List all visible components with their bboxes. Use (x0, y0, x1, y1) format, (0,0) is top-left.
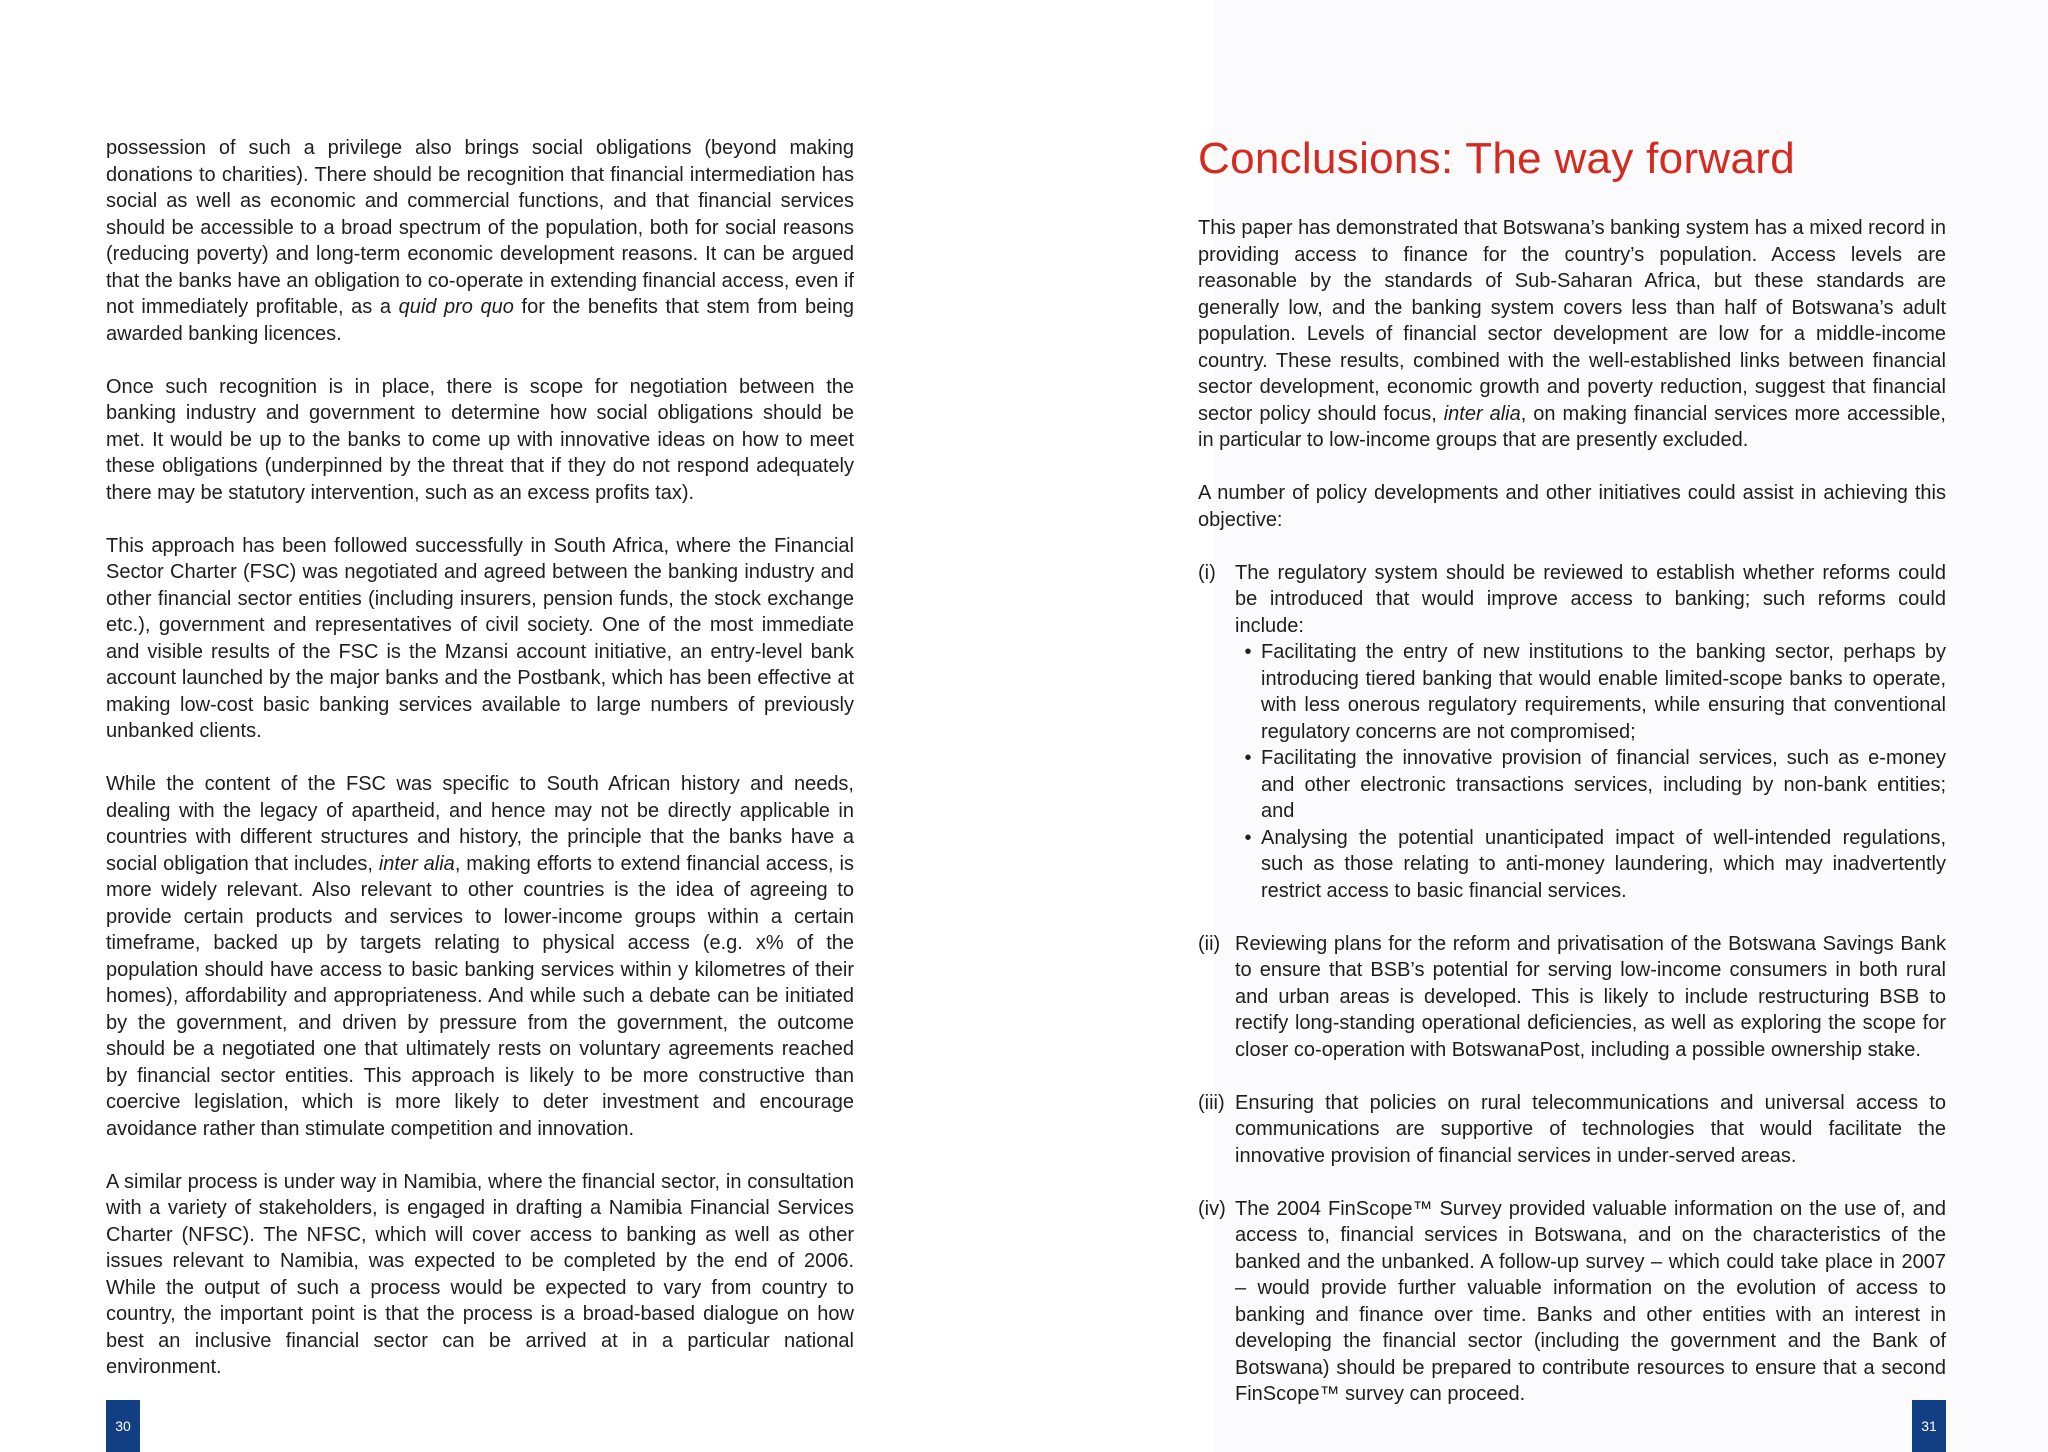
policy-item-body (1235, 560, 1946, 905)
bullet-text: Facilitating the entry of new institutions to the banking sector, perhaps by introducing tiered banking that would enable limited-scope banks to operate, with less onerous regulatory requirements, while ensuring that conventional regulatory concerns are not compromised; (1261, 641, 1946, 743)
bullet-list (1235, 639, 1946, 904)
bullet-dot-icon: • (1244, 641, 1252, 663)
bullet-dot-icon: • (1244, 826, 1252, 849)
policy-item (1198, 1090, 1946, 1170)
right-column (1198, 135, 1946, 1408)
paragraph-fsc-content: While the content of the FSC was specific to South African history and needs, dealing with the legacy of apartheid, and hence may not be directly applicable in countries with different structures and history, the principle that the banks have a social obligation that includes, inter alia, making efforts to extend financial access, is more widely relevant. Also relevant to other countries is the idea of agreeing to provide certain products and services to lower-income groups within a certain timeframe, backed up by targets relating to physical access (e.g. x% of the population should have access to basic banking services within y kilometres of their homes), affordability and appropriateness. And while such a debate can be initiated by the government, and driven by pressure from the government, the outcome should be a negotiated one that ultimately rests on voluntary agreements reached by financial sector entities. This approach is likely to be more constructive than coercive legislation, which is more likely to deter investment and encourage avoidance rather than stimulate competition and innovation. (106, 773, 854, 1140)
policy-item-number: (iv) (1198, 1197, 1226, 1220)
paragraph-recognition: Once such recognition is in place, there is scope for negotiation between the banking industry and government to determine how social obligations should be met. It would be up to the banks to come up with innovative ideas on how to meet these obligations (underpinned by the threat that if they do not respond adequately there may be statutory intervention, such as an excess profits tax). (106, 375, 854, 504)
bullet-dot-icon: • (1244, 747, 1252, 769)
bullet-text: Analysing the potential unanticipated impact of well-intended regulations, such as those relating to anti-money laundering, which may inadvertently restrict access to basic financial services. (1261, 826, 1946, 902)
policy-item-text: The 2004 FinScope™ Survey provided valuable information on the use of, and access to, financial services in Botswana, and on the characteristics of the banked and the unbanked. A follow-up survey – which could take place in 2007 – would provide further valuable information on the evolution of access to banking and finance over time. Banks and other entities with an interest in developing the financial sector (including the government and the Bank of Botswana) should be prepared to contribute resources to ensure that a second FinScope™ survey can proceed. (1235, 1197, 1946, 1405)
page-number-right: 31 (1912, 1400, 1946, 1452)
policy-list (1198, 560, 1946, 1408)
policy-item (1198, 931, 1946, 1064)
bullet-text: Facilitating the innovative provision of financial services, such as e-money and other electronic transactions services, including by non-bank entities; and (1261, 747, 1946, 822)
policy-item-text: Reviewing plans for the reform and privatisation of the Botswana Savings Bank to ensure that BSB’s potential for serving low-income consumers in both rural and urban areas is developed. This is likely to include restructuring BSB to rectify long-standing operational deficiencies, as well as exploring the scope for closer co-operation with BotswanaPost, including a possible ownership stake. (1235, 932, 1946, 1061)
policy-item-number: (iii) (1198, 1091, 1225, 1114)
left-column (106, 135, 854, 1381)
policy-item-number: (ii) (1198, 932, 1221, 955)
bullet-item (1235, 745, 1946, 825)
paragraph-south-africa: This approach has been followed successfully in South Africa, where the Financial Sector Charter (FSC) was negotiated and agreed between the banking industry and other financial sector entities (including insurers, pension funds, the stock exchange etc.), government and representatives of civil society. One of the most immediate and visible results of the FSC is the Mzansi account initiative, an entry-level bank account launched by the major banks and the Postbank, which has been effective at making low-cost basic banking services available to large numbers of previously unbanked clients. (106, 534, 854, 742)
policy-item-text: The regulatory system should be reviewed to establish whether reforms could be introduced that would improve access to banking; such reforms could include: (1235, 561, 1946, 637)
lead-paragraph: A number of policy developments and other initiatives could assist in achieving this objective: (1198, 482, 1946, 531)
page-number-left: 30 (106, 1400, 140, 1452)
bullet-item (1235, 825, 1946, 905)
intro-paragraph: This paper has demonstrated that Botswana’s banking system has a mixed record in providing access to finance for the country’s population. Access levels are reasonable by the standards of Sub-Saharan Africa, but these standards are generally low, and the banking system covers less than half of Botswana’s adult population. Levels of financial sector development are low for a middle-income country. These results, combined with the well-established links between financial sector development, economic growth and poverty reduction, suggest that financial sector policy should focus, inter alia, on making financial services more accessible, in particular to low-income groups that are presently excluded. (1198, 217, 1946, 451)
policy-item-number: (i) (1198, 561, 1216, 584)
policy-item-body (1235, 931, 1946, 1064)
policy-item-text: Ensuring that policies on rural telecommunications and universal access to communications are supportive of technologies that would facilitate the innovative provision of financial services in under-served areas. (1235, 1091, 1946, 1167)
bullet-item (1235, 639, 1946, 745)
policy-item (1198, 560, 1946, 905)
policy-item (1198, 1196, 1946, 1408)
paragraph-privilege: possession of such a privilege also brings social obligations (beyond making donations to charities). There should be recognition that financial intermediation has social as well as economic and commercial functions, and that financial services should be accessible to a broad spectrum of the population, both for social reasons (reducing poverty) and long-term economic development reasons. It can be argued that the banks have an obligation to co-operate in extending financial access, even if not immediately profitable, as a quid pro quo for the benefits that stem from being awarded banking licences. (106, 137, 854, 345)
paragraph-namibia: A similar process is under way in Namibia, where the financial sector, in consultation with a variety of stakeholders, is engaged in drafting a Namibia Financial Services Charter (NFSC). The NFSC, which will cover access to banking as well as other issues relevant to Namibia, was expected to be completed by the end of 2006. While the output of such a process would be expected to vary from country to country, the important point is that the process is a broad-based dialogue on how best an inclusive financial sector can be arrived at in a particular national environment. (106, 1170, 854, 1378)
policy-item-body (1235, 1090, 1946, 1170)
policy-item-body (1235, 1196, 1946, 1408)
section-title: Conclusions: The way forward (1198, 134, 1795, 183)
